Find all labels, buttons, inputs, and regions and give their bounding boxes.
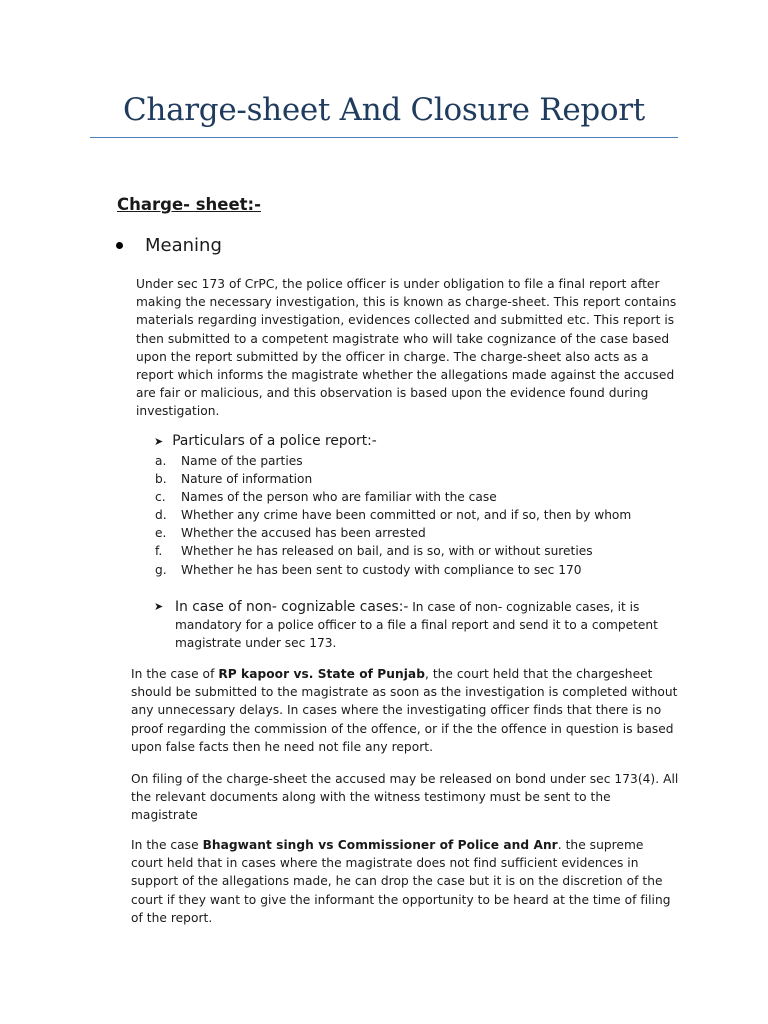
list-item: e. Whether the accused has been arrested — [155, 526, 426, 541]
list-item: b. Nature of information — [155, 472, 313, 487]
list-item: c. Names of the person who are familiar with the case — [155, 490, 497, 505]
list-item: g. Whether he has been sent to custody with compliance to sec 170 — [155, 562, 582, 577]
case-name: RP kapoor vs. State of Punjab — [218, 667, 425, 681]
list-item: f. Whether he has released on bail, and is so, with or without sureties — [155, 544, 593, 559]
bullet-heading-label: Meaning — [145, 235, 222, 256]
particulars-list — [155, 452, 631, 579]
list-item: d. Whether any crime have been committed or not, and if so, then by whom — [155, 508, 632, 523]
noncognizable-heading: In case of non- cognizable cases:- — [175, 599, 409, 615]
noncognizable-paragraph — [175, 598, 685, 653]
bullet-dot-icon — [116, 242, 123, 249]
bond-paragraph: On filing of the charge-sheet the accused may be released on bond under sec 173(4). All the relevant documents along with the witness testimony must be sent to the magistrate — [131, 772, 679, 823]
bullet-heading — [116, 235, 222, 256]
rp-kapoor-paragraph: In the case of RP kapoor vs. State of Punjab, the court held that the chargesheet should be submitted to the magistrate as soon as the investigation is completed without any unnecessary delays. In cases where the investigating officer finds that there is no proof regarding the commission of the offence, or if the the offence in question is based upon false facts then he need not file any report. — [131, 667, 678, 754]
title-underline-rule — [90, 137, 678, 138]
arrow-bullet-icon: ➤ — [154, 600, 164, 613]
case-name: Bhagwant singh vs Commissioner of Police and Anr — [202, 838, 558, 852]
particulars-heading-label: Particulars of a police report:- — [172, 433, 377, 449]
particulars-heading — [154, 433, 377, 449]
meaning-paragraph: Under sec 173 of CrPC, the police officer is under obligation to file a final report after making the necessary investigation, this is known as charge-sheet. This report contains materials regarding investigation, evidences collected and submitted etc. This report is then submitted to a competent magistrate who will take cognizance of the case based upon the report submitted by the officer in charge. The charge-sheet also acts as a report which informs the magistrate whether the allegations made against the accused are fair or malicious, and this observation is based upon the evidence found during investigation. — [136, 277, 677, 419]
bhagwant-singh-paragraph: In the case Bhagwant singh vs Commissioner of Police and Anr. the supreme court held that in cases where the magistrate does not find sufficient evidences in support of the allegations made, he can drop the case but it is on the discretion of the court if they want to give the informant the opportunity to be heard at the time of filing of the report. — [131, 838, 671, 925]
document-title: Charge-sheet And Closure Report — [123, 92, 645, 128]
noncognizable-text: In case of non- cognizable cases, it is mandatory for a police officer to a file a final report and send it to a competent magistrate under sec 173. — [175, 600, 658, 651]
list-item: a. Name of the parties — [155, 454, 303, 468]
arrow-bullet-icon: ➤ — [154, 435, 164, 448]
section-heading: Charge- sheet:- — [117, 195, 262, 214]
